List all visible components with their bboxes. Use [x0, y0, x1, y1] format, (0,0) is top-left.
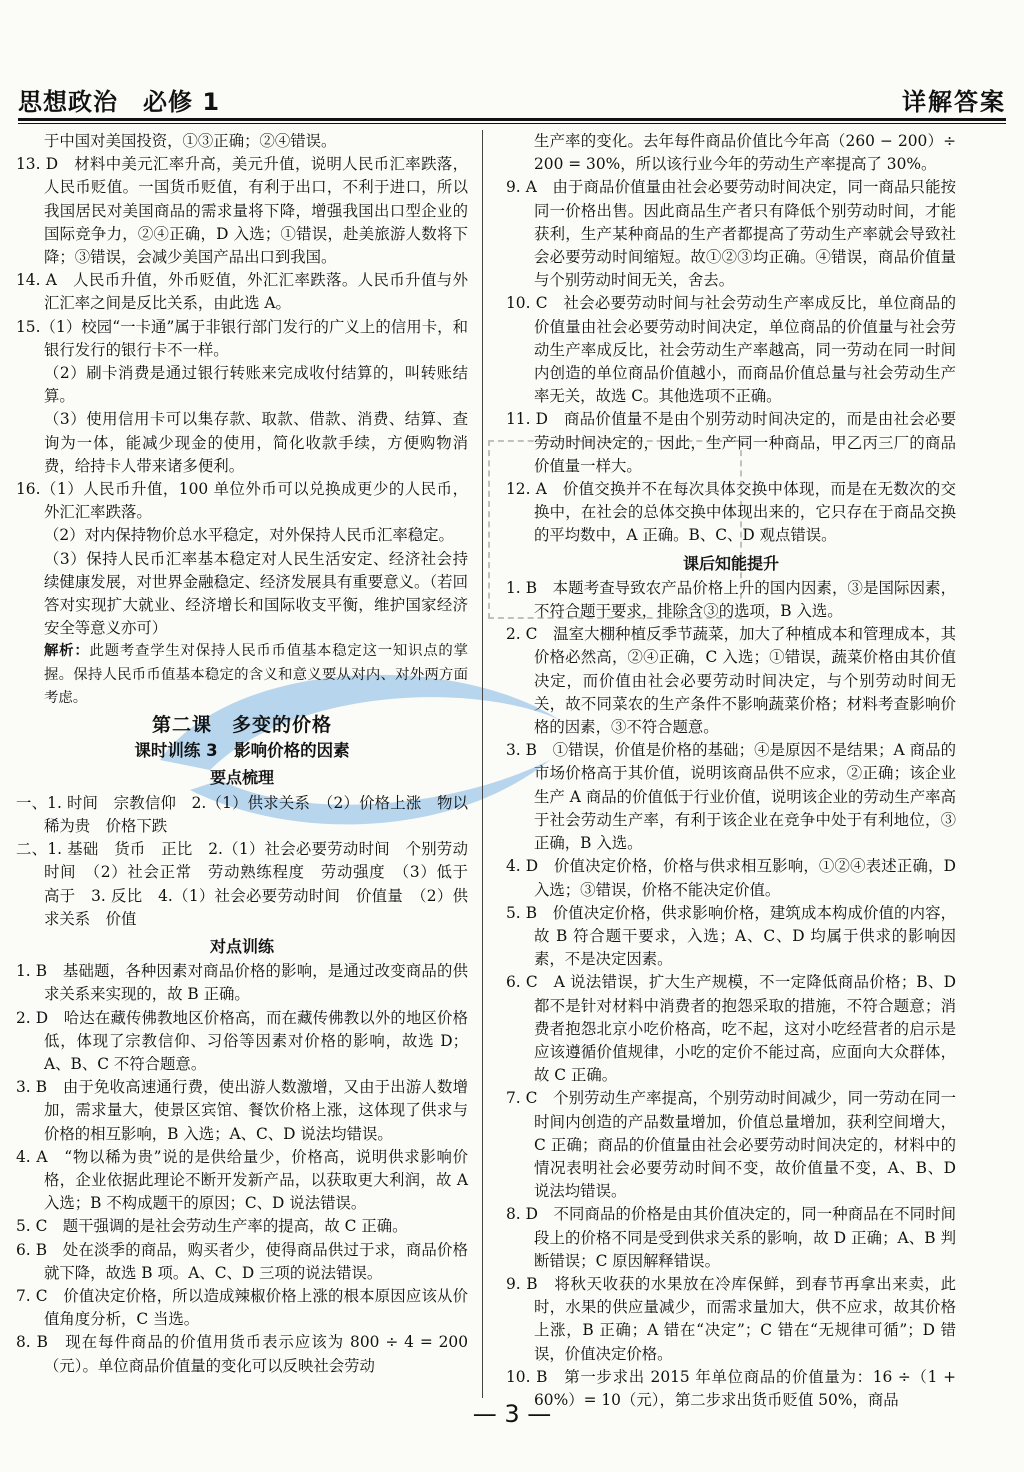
practice-4: 4. A “物以稀为贵”说的是供给量少，价格高，说明供求影响价格，企业依据此理论不断开发新产品，以获取更大利润，故 A 入选；B 不构成题干的原因；C、D 说法错误。 — [16, 1147, 468, 1213]
column-divider — [482, 130, 483, 1398]
practice-3: 3. B 由于免收高速通行费，使出游人数激增，又由于出游人数增加，需求量大，使景区宾馆、餐饮价格上涨，这体现了供求与价格的相互影响，B 入选；A、C、D 说法均错误。 — [16, 1078, 468, 1143]
analysis-text: 此题考查学生对保持人民币币值基本稳定这一知识点的掌握。保持人民币币值基本稳定的含义和意义要从对内、对外两方面考虑。 — [44, 643, 468, 706]
practice-10: 10. C 社会必要劳动时间与社会劳动生产率成反比，单位商品的价值量由社会必要劳动时间决定，单位商品的价值量与社会劳动生产率成反比，社会劳动生产率越高，同一劳动在同一时间内创造的单位商品价值越小，而商品价值总量与社会劳动生产率无关，故选 C。其他选项不正确。 — [506, 294, 956, 406]
after-2: 2. C 温室大棚种植反季节蔬菜，加大了种植成本和管理成本，其价格必然高，②④正确，C 入选；①错误，蔬菜价格由其价值决定，而价值由社会必要劳动时间决定，与个别劳动时间无关，故不同菜农的生产条件不影响蔬菜价格；材料考查影响价格的因素，③不符合题意。 — [506, 625, 956, 737]
left-column — [16, 130, 484, 1378]
practice-2: 2. D 哈达在藏传佛教地区价格高，而在藏传佛教以外的地区价格低，体现了宗教信仰、习俗等因素对价格的影响，故选 D；A、B、C 不符合题意。 — [16, 1008, 468, 1073]
after-4: 4. D 价值决定价格，价格与供求相互影响，①②④表述正确，D 入选；③错误，价格不能决定价值。 — [506, 857, 956, 899]
header-rule — [18, 118, 1006, 121]
answer-14: 14. A 人民币升值，外币贬值，外汇汇率跌落。人民币升值与外汇汇率之间是反比关系，由此选 A。 — [16, 271, 468, 313]
section-heading-after-class: 课后知能提升 — [682, 553, 779, 573]
answer-text: 于中国对美国投资，①③正确；②④错误。 — [44, 132, 337, 150]
practice-12: 12. A 价值交换并不在每次具体交换中体现，而是在无数次的交换中，在社会的总体交换中体现出来的，它只存在于商品交换的平均数中，A 正确。B、C、D 观点错误。 — [506, 480, 956, 545]
practice-7: 7. C 价值决定价格，所以造成辣椒价格上涨的根本原因应该从价值角度分析，C 当选。 — [16, 1286, 468, 1329]
training-heading: 课时训练 3 影响价格的因素 — [134, 741, 350, 761]
after-7: 7. C 个别劳动生产率提高，个别劳动时间减少，同一劳动在同一时间内创造的产品数量增加，价值总量增加，获利空间增大，C 正确；商品的价值量由社会必要劳动时间决定的，材料中的情况表明社会必要劳动时间不变，故价值量不变，A、B、D 说法均错误。 — [506, 1089, 956, 1201]
lesson-heading: 第二课 多变的价格 — [151, 714, 332, 737]
practice-1: 1. B 基础题，各种因素对商品价格的影响，是通过改变商品的供求关系来实现的，故 B 正确。 — [16, 962, 468, 1004]
answer-16-2: （2）对内保持物价总水平稳定，对外保持人民币汇率稳定。 — [44, 526, 454, 545]
key-points-2: 二、1. 基础 货币 正比 2.（1）社会必要劳动时间 个别劳动时间 （2）社会正常 劳动熟练程度 劳动强度 （3）低于 高于 3. 反比 4.（1）社会必要劳动时间 价值量 （2）供求关系 价值 — [16, 840, 484, 928]
page-number: — 3 — — [472, 1400, 552, 1428]
after-1: 1. B 本题考查导致农产品价格上升的国内因素，③是国际因素，不符合题干要求，排除含③的选项，B 入选。 — [506, 578, 956, 621]
after-3: 3. B ①错误，价值是价格的基础；④是原因不是结果；A 商品的市场价格高于其价值，说明该商品供不应求，②正确；该企业生产 A 商品的价值低于行业价值，说明该企业的劳动生产率高于社会劳动生产率，有利于该企业在竞争中处于有利地位，③正确，B 入选。 — [506, 741, 956, 853]
answer-15-3: （3）使用信用卡可以集存款、取款、借款、消费、结算、查询为一体，能减少现金的使用，简化收款手续，方便购物消费，给持卡人带来诸多便利。 — [44, 410, 468, 475]
after-10: 10. B 第一步求出 2015 年单位商品的价值量为：16 ÷（1 + 60%）= 10（元），第二步求出货币贬值 50%，商品 — [506, 1367, 956, 1409]
answer-15-1: 15.（1）校园“一卡通”属于非银行部门发行的广义上的信用卡，和银行发行的银行卡不一样。 — [16, 317, 468, 359]
subject-title: 思想政治 必修 1 — [18, 88, 221, 116]
analysis-label: 解析： — [44, 643, 90, 660]
after-5: 5. B 价值决定价格，供求影响价格，建筑成本构成价值的内容，故 B 符合题干要求，入选；A、C、D 均属于供求的影响因素，不是决定因素。 — [506, 903, 956, 969]
after-9: 9. B 将秋天收获的水果放在冷库保鲜，到春节再拿出来卖，此时，水果的供应量减少，而需求量加大，供不应求，故其价格上涨，B 正确；A 错在“决定”；C 错在“无规律可循”；D 错误，价值决定价格。 — [506, 1274, 956, 1363]
analysis-note — [16, 640, 468, 710]
after-8: 8. D 不同商品的价格是由其价值决定的，同一种商品在不同时间段上的价格不同是受到供求关系的影响，故 D 正确；A、B 判断错误；C 原因解释错误。 — [506, 1205, 956, 1270]
section-heading-key-points: 要点梳理 — [209, 768, 274, 788]
section-heading-practice: 对点训练 — [209, 936, 274, 956]
practice-11: 11. D 商品价值量不是由个别劳动时间决定的，而是由社会必要劳动时间决定的，因此，生产同一种商品，甲乙丙三厂的商品价值量一样大。 — [506, 410, 956, 475]
answer-key-title: 详解答案 — [902, 88, 1006, 116]
answer-16-3: （3）保持人民币汇率基本稳定对人民生活安定、经济社会持续健康发展，对世界金融稳定、经济发展具有重要意义。（若回答对实现扩大就业、经济增长和国际收支平衡，维护国家经济安全等意义亦可） — [44, 549, 468, 638]
page-header — [18, 82, 1006, 114]
after-6: 6. C A 说法错误，扩大生产规模，不一定降低商品价格；B、D 都不是针对材料中消费者的抱怨采取的措施，不符合题意；消费者抱怨北京小吃价格高，吃不起，这对小吃经营者的启示是应该遵循价值规律，小吃的定价不能过高，应面向大众群体，故 C 正确。 — [506, 973, 956, 1085]
answer-15-2: （2）刷卡消费是通过银行转账来完成收付结算的，叫转账结算。 — [44, 364, 468, 406]
answer-13: 13. D 材料中美元汇率升高，美元升值，说明人民币汇率跌落，人民币贬值。一国货币贬值，有利于出口，不利于进口，所以我国居民对美国商品的需求量将下降，增强我国出口型企业的国际竞争力，②④正确，D 入选；①错误，赴美旅游人数将下降；③错误，会减少美国产品出口到我国。 — [16, 155, 468, 267]
practice-6: 6. B 处在淡季的商品，购买者少，使得商品供过于求，商品价格就下降，故选 B 项。A、C、D 三项的说法错误。 — [16, 1240, 468, 1282]
practice-5: 5. C 题干强调的是社会劳动生产率的提高，故 C 正确。 — [16, 1217, 408, 1236]
answer-8-continued: 生产率的变化。去年每件商品价值比今年高（260 − 200）÷ 200 = 30%，所以该行业今年的劳动生产率提高了 30%。 — [534, 132, 956, 174]
right-column — [506, 130, 956, 1412]
practice-9: 9. A 由于商品价值量由社会必要劳动时间决定，同一商品只能按同一价格出售。因此商品生产者只有降低个别劳动时间，才能获利，生产某种商品的生产者都提高了劳动生产率就会导致社会必要劳动时间缩短。故①②③均正确。④错误，商品价值量与个别劳动时间无关，舍去。 — [506, 178, 956, 290]
practice-8: 8. B 现在每件商品的价值用货币表示应该为 800 ÷ 4 = 200（元）。单位商品价值量的变化可以反映社会劳动 — [16, 1333, 468, 1375]
answer-16-1: 16.（1）人民币升值，100 单位外币可以兑换成更少的人民币，外汇汇率跌落。 — [16, 480, 468, 522]
key-points-1: 一、1. 时间 宗教信仰 2.（1）供求关系 （2）价格上涨 物以稀为贵 价格下跌 — [16, 793, 468, 835]
header-rule-thin — [18, 123, 1006, 124]
